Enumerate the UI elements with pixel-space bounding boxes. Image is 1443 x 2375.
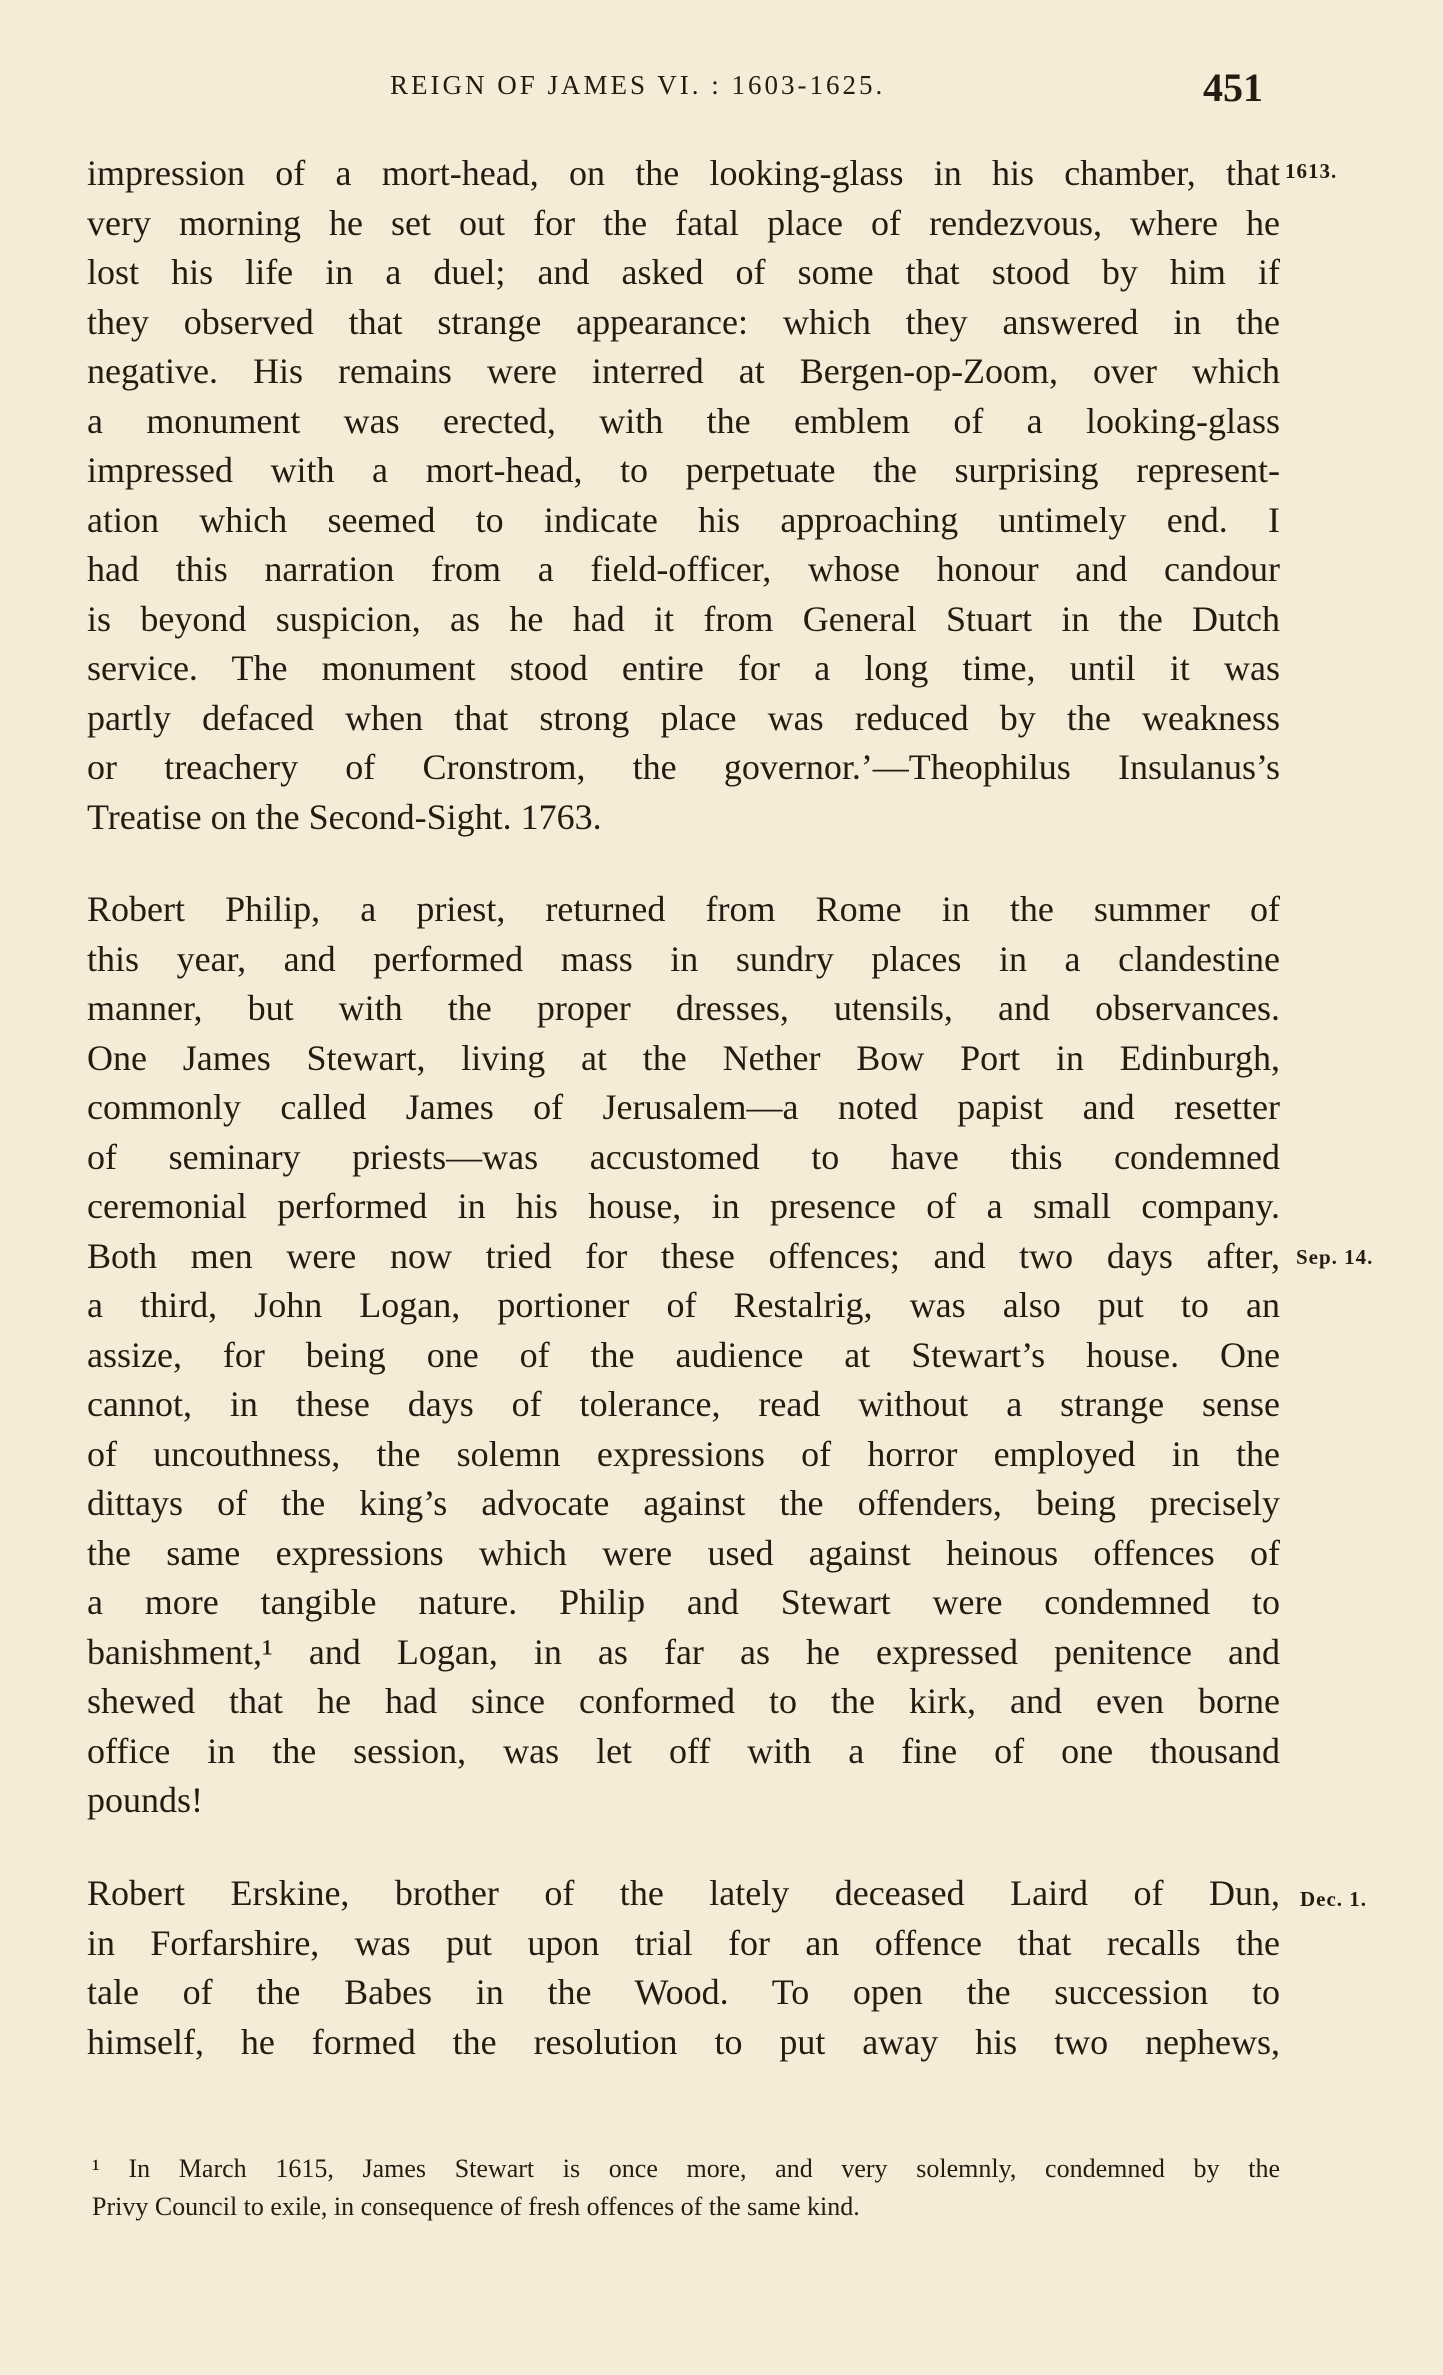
text-line: is beyond suspicion, as he had it from General Stuart in the Dutch — [87, 598, 1280, 639]
text-line: partly defaced when that strong place was reduced by the weakness — [87, 697, 1280, 738]
paragraph-robert-philip — [87, 885, 1280, 1826]
text-line: manner, but with the proper dresses, utensils, and observances. — [87, 988, 1280, 1028]
text-line: the same expressions which were used against heinous offences of — [87, 1532, 1280, 1573]
text-line: One James Stewart, living at the Nether Bow Port in Edinburgh, — [87, 1037, 1280, 1078]
paragraph-continuation — [87, 149, 1280, 842]
text-line: a monument was erected, with the emblem of a looking-glass — [87, 400, 1280, 441]
page-number: 451 — [1203, 65, 1263, 110]
margin-note-sep-14: Sep. 14. — [1296, 1245, 1374, 1269]
text-line: a third, John Logan, portioner of Restalrig, was also put to an — [87, 1285, 1280, 1325]
text-line: had this narration from a field-officer, whose honour and candour — [87, 549, 1280, 589]
running-title: REIGN OF JAMES VI. : 1603-1625. — [390, 70, 886, 100]
text-line: this year, and performed mass in sundry places in a clandestine — [87, 938, 1280, 979]
text-line: office in the session, was let off with a fine of one thousand — [87, 1730, 1280, 1771]
text-line: cannot, in these days of tolerance, read without a strange sense — [87, 1384, 1280, 1424]
text-line: impressed with a mort-head, to perpetuate the surprising represent- — [87, 450, 1280, 490]
text-line: tale of the Babes in the Wood. To open the succession to — [87, 1972, 1280, 2012]
margin-note-year: 1613. — [1285, 159, 1338, 183]
text-line: ation which seemed to indicate his approaching untimely end. I — [87, 499, 1280, 540]
margin-note-dec-1: Dec. 1. — [1300, 1887, 1368, 1911]
footnote-line: ¹ In March 1615, James Stewart is once more, and very solemnly, condemned by the — [92, 2154, 1280, 2183]
text-line: Both men were now tried for these offences; and two days after, — [87, 1235, 1280, 1276]
footnote — [92, 2150, 1280, 2226]
text-line: of uncouthness, the solemn expressions of horror employed in the — [87, 1433, 1280, 1474]
text-line: pounds! — [87, 1780, 203, 1820]
text-line: in Forfarshire, was put upon trial for an offence that recalls the — [87, 1922, 1280, 1963]
text-line: banishment,¹ and Logan, in as far as he expressed penitence and — [87, 1631, 1280, 1672]
text-line: or treachery of Cronstrom, the governor.’—Theophilus Insulanus’s — [87, 747, 1280, 787]
text-line: Robert Erskine, brother of the lately deceased Laird of Dun, — [87, 1873, 1280, 1913]
paragraph-robert-erskine — [87, 1869, 1280, 2067]
text-line: very morning he set out for the fatal place of rendezvous, where he — [87, 202, 1280, 243]
text-line: himself, he formed the resolution to put away his two nephews, — [87, 2021, 1280, 2062]
text-line: Treatise on the Second-Sight. 1763. — [87, 796, 602, 837]
text-line: negative. His remains were interred at Bergen-op-Zoom, over which — [87, 351, 1280, 391]
text-line: dittays of the king’s advocate against the offenders, being precisely — [87, 1483, 1280, 1523]
text-line: lost his life in a duel; and asked of some that stood by him if — [87, 252, 1280, 292]
text-line: impression of a mort-head, on the looking-glass in his chamber, that — [87, 153, 1280, 193]
text-line: shewed that he had since conformed to the kirk, and even borne — [87, 1681, 1280, 1721]
text-line: assize, for being one of the audience at Stewart’s house. One — [87, 1334, 1280, 1375]
text-line: a more tangible nature. Philip and Stewart were condemned to — [87, 1582, 1280, 1622]
text-line: they observed that strange appearance: which they answered in the — [87, 301, 1280, 342]
text-line: Robert Philip, a priest, returned from Rome in the summer of — [87, 889, 1280, 929]
text-line: of seminary priests—was accustomed to have this condemned — [87, 1136, 1280, 1177]
text-line: commonly called James of Jerusalem—a noted papist and resetter — [87, 1087, 1280, 1127]
text-line: service. The monument stood entire for a long time, until it was — [87, 648, 1280, 688]
footnote-line: Privy Council to exile, in consequence of fresh offences of the same kind. — [92, 2192, 860, 2221]
text-line: ceremonial performed in his house, in presence of a small company. — [87, 1186, 1280, 1226]
